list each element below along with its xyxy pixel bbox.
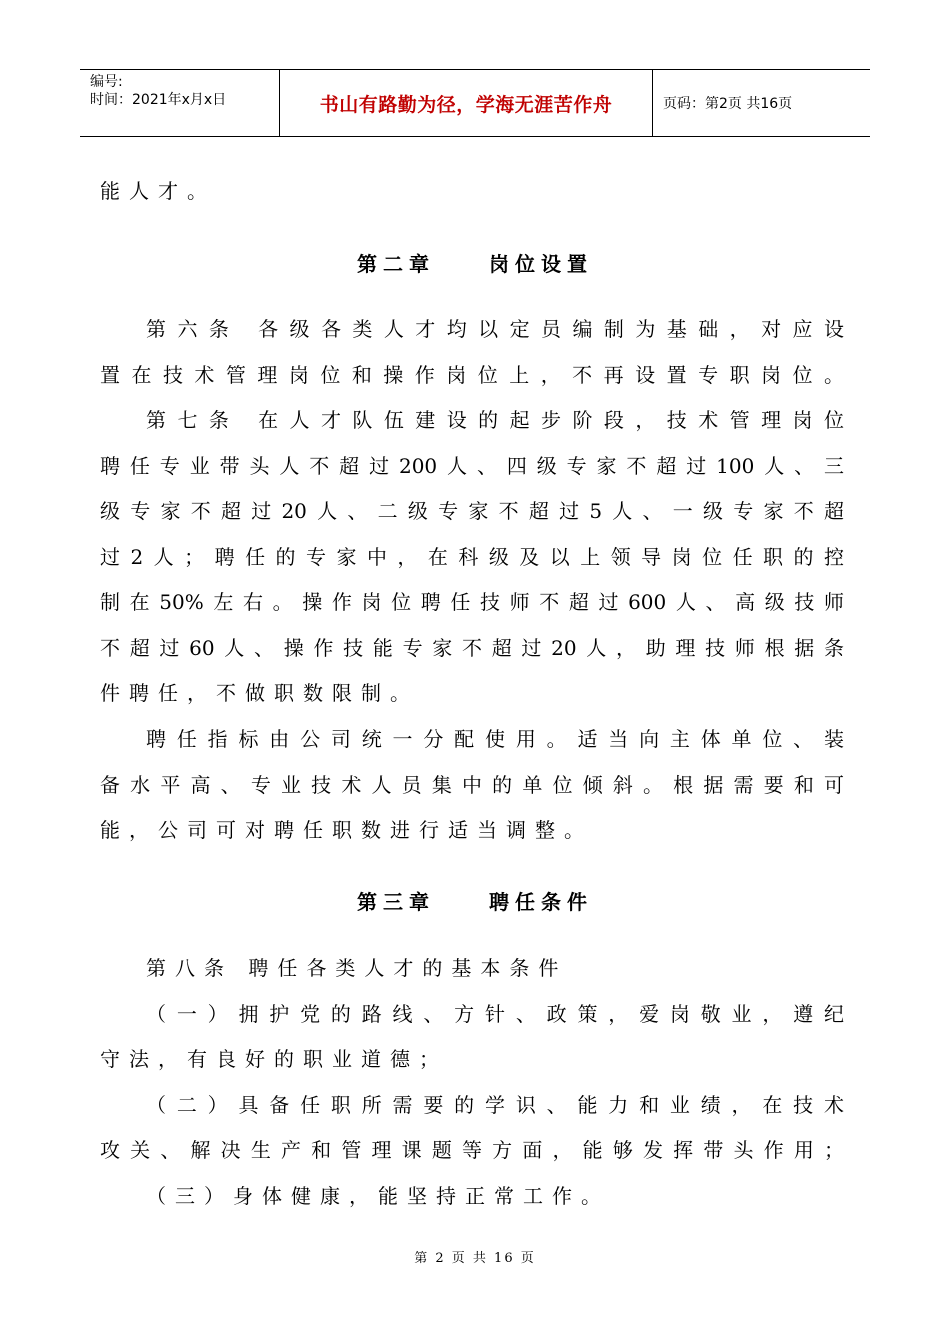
- paragraph-line: 守法，有良好的职业道德；: [100, 1047, 448, 1071]
- chapter-number: 第三章: [357, 890, 435, 914]
- paragraph-line: 聘任专业带头人不超过200人、四级专家不超过100人、三: [100, 454, 844, 478]
- paragraph-line: （一）拥护党的路线、方针、政策，爱岗敬业，遵纪: [146, 1002, 844, 1026]
- chapter-title: 岗位设置: [489, 252, 593, 276]
- chapter-title: 聘任条件: [489, 890, 593, 914]
- document-time: 时间：2021年x月x日: [90, 92, 227, 108]
- document-header: [80, 69, 870, 137]
- paragraph-line: （三）身体健康，能坚持正常工作。: [146, 1184, 610, 1208]
- header-page-info: 页码：第2页 共16页: [663, 96, 793, 112]
- paragraph-line: 不超过60人、操作技能专家不超过20人，助理技师根据条: [100, 636, 844, 660]
- paragraph-line: 第六条 各级各类人才均以定员编制为基础，对应设: [146, 317, 844, 341]
- paragraph-line: 件聘任，不做职数限制。: [100, 681, 419, 705]
- paragraph-line: 过2人；聘任的专家中，在科级及以上领导岗位任职的控: [100, 545, 844, 569]
- paragraph-line: 置在技术管理岗位和操作岗位上，不再设置专职岗位。: [100, 363, 844, 387]
- document-number-label: 编号:: [90, 74, 123, 90]
- page-footer: 第 2 页 共 16 页: [414, 1251, 536, 1266]
- paragraph-line: （二）具备任职所需要的学识、能力和业绩，在技术: [146, 1093, 844, 1117]
- chapter-heading: [0, 886, 950, 915]
- paragraph-line: 攻关、解决生产和管理课题等方面，能够发挥带头作用；: [100, 1138, 844, 1162]
- header-meta: [80, 70, 280, 136]
- paragraph-line: 级专家不超过20人、二级专家不超过5人、一级专家不超: [100, 499, 844, 523]
- intro-line: 能人才。: [100, 179, 216, 203]
- chapter-heading: [0, 248, 950, 277]
- header-motto: 书山有路勤为径，学海无涯苦作舟: [280, 70, 653, 136]
- chapter-number: 第二章: [357, 252, 435, 276]
- paragraph-line: 聘任指标由公司统一分配使用。适当向主体单位、装: [146, 727, 844, 751]
- paragraph-line: 备水平高、专业技术人员集中的单位倾斜。根据需要和可: [100, 773, 844, 797]
- paragraph-line: 第八条 聘任各类人才的基本条件: [146, 956, 568, 980]
- paragraph-line: 制在50%左右。操作岗位聘任技师不超过600人、高级技师: [100, 590, 844, 614]
- paragraph-line: 能，公司可对聘任职数进行适当调整。: [100, 818, 593, 842]
- paragraph-line: 第七条 在人才队伍建设的起步阶段，技术管理岗位: [146, 408, 844, 432]
